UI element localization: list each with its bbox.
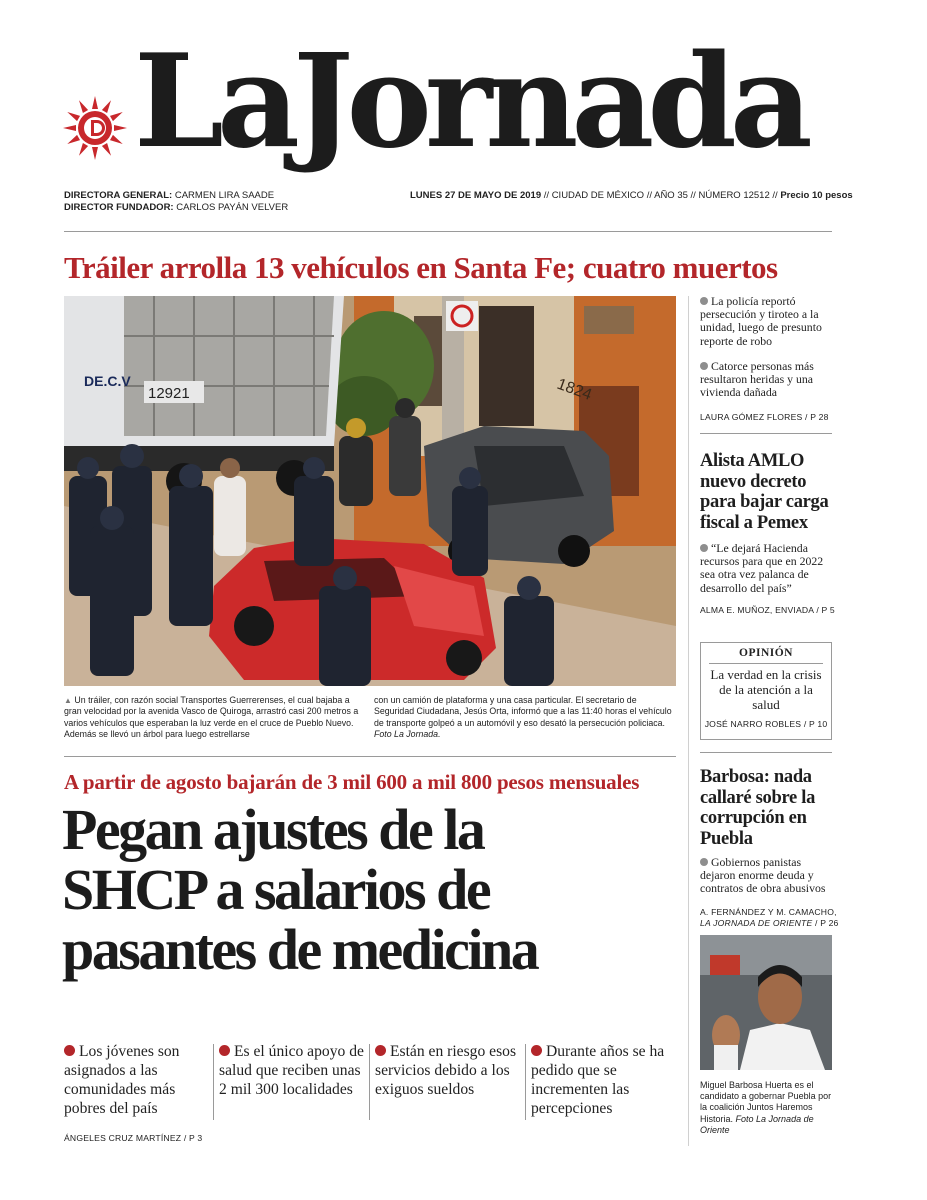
top-story-point-2	[700, 360, 832, 400]
masthead-wordmark: LaJornada	[134, 27, 806, 177]
opinion-label: OPINIÓN	[739, 647, 793, 659]
main-story-byline	[64, 1133, 202, 1143]
byline-name: ÁNGELES CRUZ MARTÍNEZ	[64, 1133, 182, 1143]
photo-credit: Foto La Jornada de Oriente	[700, 1113, 814, 1135]
amlo-story-byline	[700, 605, 835, 615]
edition-price: Precio 10 pesos	[780, 190, 853, 201]
byline-page: / P 3	[183, 1133, 203, 1143]
separator: //	[543, 190, 550, 201]
opinion-author-name: JOSÉ NARRO ROBLES	[704, 719, 802, 729]
bullet-icon	[700, 362, 708, 370]
headline-line-3: pasantes de medicina	[62, 917, 538, 982]
separator: //	[772, 190, 778, 201]
separator: //	[646, 190, 652, 201]
red-bullet-icon	[531, 1045, 542, 1056]
fundador-label: DIRECTOR FUNDADOR:	[64, 202, 174, 213]
edition-date: LUNES 27 DE MAYO DE 2019	[410, 190, 542, 201]
barbosa-photo	[700, 935, 832, 1070]
main-story-divider	[64, 756, 676, 757]
barbosa-story-point	[700, 856, 832, 896]
byline-page: / P 28	[805, 412, 829, 422]
opinion-author	[701, 719, 831, 729]
main-story-headline[interactable]	[62, 797, 692, 982]
red-bullet-icon	[64, 1045, 75, 1056]
crash-scene-illustration	[64, 296, 676, 686]
bullet-icon	[700, 544, 708, 552]
main-story-point-4	[531, 1042, 676, 1118]
top-story-caption-part1	[64, 695, 362, 740]
main-story-point-1	[64, 1042, 209, 1118]
barbosa-story-headline[interactable]: Barbosa: nada callaré sobre la corrupción en Puebla	[700, 767, 816, 849]
top-story-byline	[700, 412, 832, 422]
point-text: Es el único apoyo de salud que reciben unas 2 mil 300 localidades	[219, 1043, 364, 1098]
directora-name: CARMEN LIRA SAADE	[174, 190, 275, 201]
house-number-text: 1824	[554, 375, 594, 404]
top-story-photo	[64, 296, 676, 686]
point-text: Gobiernos panistas dejaron enorme deuda y contratos de obra abusivos	[700, 855, 826, 896]
top-story-caption-part2	[374, 695, 676, 740]
sun-logo-icon	[62, 95, 128, 161]
red-bullet-icon	[375, 1045, 386, 1056]
headline-line-1: Pegan ajustes de la	[62, 797, 484, 862]
amlo-story-headline[interactable]: Alista AMLO nuevo decreto para bajar carga fiscal a Pemex	[700, 451, 829, 533]
bullet-icon	[700, 297, 708, 305]
masthead-directors	[64, 190, 364, 214]
point-text: Los jóvenes son asignados a las comunidades más pobres del país	[64, 1043, 180, 1117]
point-separator	[525, 1044, 526, 1120]
opinion-box[interactable]	[700, 642, 832, 740]
barbosa-story-byline	[700, 907, 839, 929]
photo-credit: Foto La Jornada.	[374, 728, 441, 739]
sidebar-divider	[700, 433, 832, 434]
main-story-point-2	[219, 1042, 364, 1099]
point-text: “Le dejará Hacienda recursos para que en 2022 sea otra vez palanca de desarrollo del país”	[700, 541, 824, 595]
byline-role: ENVIADA	[775, 605, 814, 615]
truck-marking-text: DE.C.V	[84, 373, 131, 389]
red-bullet-icon	[219, 1045, 230, 1056]
masthead-divider	[64, 231, 832, 232]
byline-line-1: A. FERNÁNDEZ Y M. CAMACHO,	[700, 907, 837, 917]
point-text: Están en riesgo esos servicios debido a los exiguos sueldos	[375, 1043, 517, 1098]
caption-triangle-icon: ▲	[64, 696, 72, 705]
sidebar-divider	[700, 752, 832, 753]
masthead-edition-info	[410, 190, 853, 202]
point-text: La policía reportó persecución y tiroteo a la unidad, luego de presunto reporte de robo	[700, 294, 822, 348]
top-story-point-1	[700, 295, 832, 348]
main-story-kicker: A partir de agosto bajarán de 3 mil 600 a mil 800 pesos mensuales	[64, 770, 640, 794]
headline-line-2: SHCP a salarios de	[62, 857, 490, 922]
edition-number: NÚMERO 12512	[698, 190, 770, 201]
directora-label: DIRECTORA GENERAL:	[64, 190, 173, 201]
byline-page: / P 5	[816, 605, 835, 615]
point-text: Catorce personas más resultaron heridas y una vivienda dañada	[700, 359, 814, 400]
opinion-title[interactable]: La verdad en la crisis de la atención a la salud	[710, 667, 822, 712]
masthead-logo	[62, 27, 832, 182]
edition-year: AÑO 35	[654, 190, 688, 201]
main-story-point-3	[375, 1042, 520, 1099]
byline-line-2: LA JORNADA DE ORIENTE	[700, 918, 813, 928]
truck-number-text: 12921	[148, 385, 190, 402]
barbosa-photo-caption	[700, 1080, 832, 1136]
point-text: Durante años se ha pedido que se incrementen las percepciones	[531, 1043, 665, 1117]
separator: //	[690, 190, 696, 201]
point-separator	[213, 1044, 214, 1120]
byline-page: / P 26	[815, 918, 839, 928]
fundador-name: CARLOS PAYÁN VELVER	[176, 202, 289, 213]
bullet-icon	[700, 858, 708, 866]
column-divider	[688, 296, 689, 1146]
opinion-page: / P 10	[803, 719, 828, 729]
caption-text-2: con un camión de plataforma y una casa particular. El secretario de Seguridad Ciudadana, Jesús Orta, informó que a las 11:40 horas el vehículo de transporte golpeó a un automóvil y eso desató la persecución policiaca.	[374, 695, 672, 728]
edition-city: CIUDAD DE MÉXICO	[551, 190, 645, 201]
point-separator	[369, 1044, 370, 1120]
byline-name: LAURA GÓMEZ FLORES	[700, 412, 803, 422]
opinion-divider	[709, 663, 823, 664]
top-story-headline[interactable]: Tráiler arrolla 13 vehículos en Santa Fe; cuatro muertos	[64, 250, 778, 285]
portrait-illustration	[700, 935, 832, 1070]
caption-text: Miguel Barbosa Huerta es el candidato a gobernar Puebla por la coalición Juntos Haremos Historia.	[700, 1080, 832, 1124]
caption-text-1: Un tráiler, con razón social Transportes Guerrerenses, el cual bajaba a gran velocidad por la avenida Vasco de Quiroga, arrastró casi 200 metros a varios vehículos que esperaban la luz verde en el cruce de Pueblo Nuevo. Además se llevó un árbol para luego estrellarse	[64, 695, 359, 739]
byline-name: ALMA E. MUÑOZ,	[700, 605, 773, 615]
amlo-story-point	[700, 542, 832, 595]
